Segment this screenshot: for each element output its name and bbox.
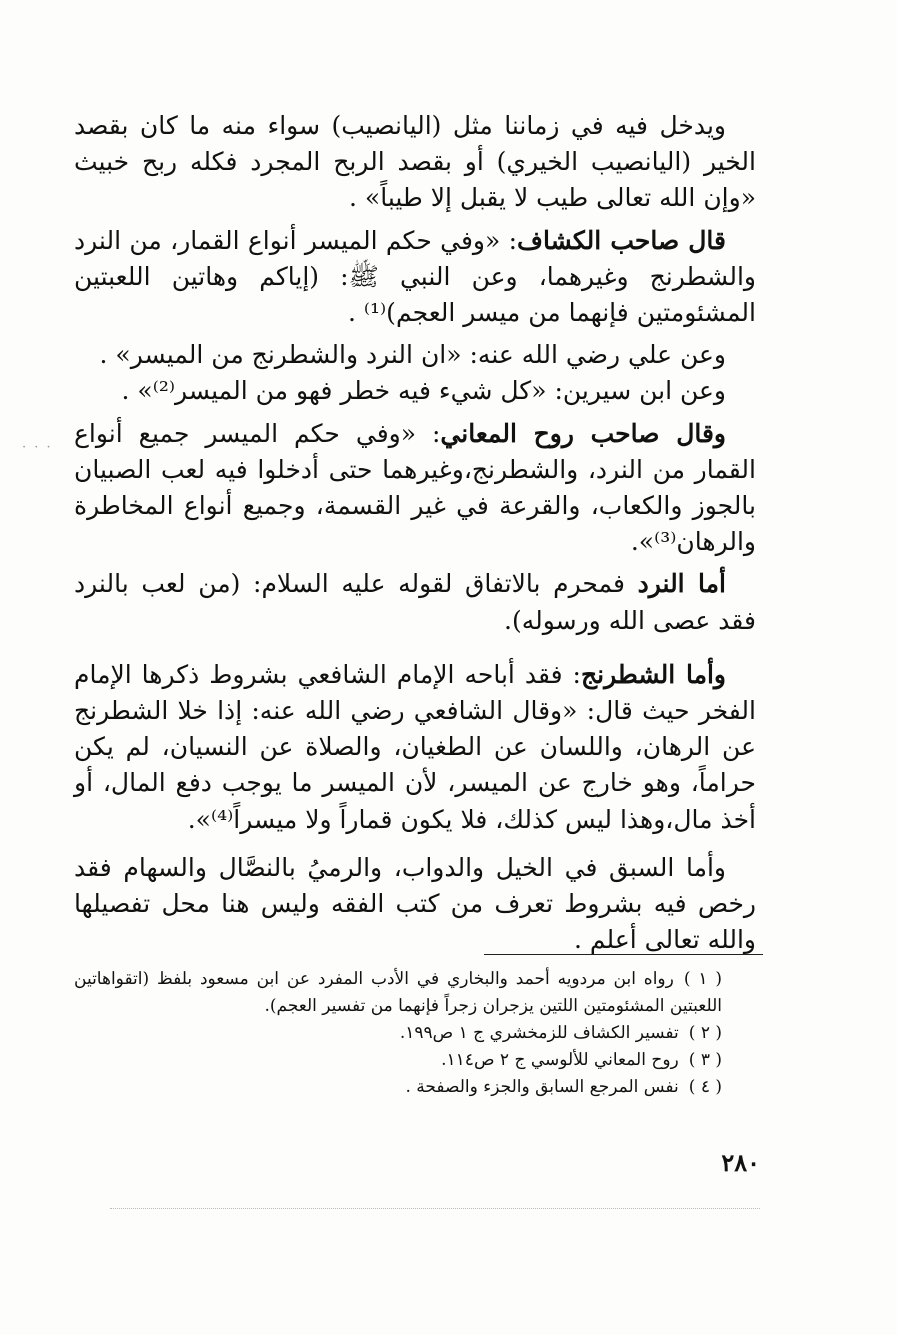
paragraph [74,337,756,373]
paragraph [74,416,756,561]
footnote [74,966,722,1020]
paragraph [74,850,756,959]
paragraph [74,223,756,332]
margin-specks: · · · [22,440,53,455]
footnote [74,1074,722,1101]
footnote [74,1020,722,1047]
paragraph [74,657,756,838]
footnote-number: ( ١ ) [683,969,722,989]
footnote [74,1047,722,1074]
paragraph-text: فمحرم بالاتفاق لقوله عليه السلام: (من لعب بالنرد فقد عصى الله ورسوله). [74,569,756,635]
page-number: ٢٨٠ [721,1148,760,1177]
paragraph [74,373,756,409]
paragraph-text: وأما السبق في الخيل والدواب، والرميُ بالنصَّال والسهام فقد رخص فيه بشروط تعرف من كتب الفقه وليس هنا محل تفصيلها والله تعالى أعلم . [74,852,756,955]
paragraph-text: : فقد أباحه الإمام الشافعي بشروط ذكرها الإمام الفخر حيث قال: «وقال الشافعي رضي الله عنه: إذا خلا الشطرنج عن الرهان، واللسان عن الطغيان، والصلاة عن النسيان، لم يكن حراماً، وهو خارج عن الميسر، لأن الميسر ما يوجب دفع المال، أو أخذ مال،وهذا ليس كذلك، فلا يكون قماراً ولا ميسراً⁽⁴⁾». [74,659,756,834]
paragraph-text: : «وفي حكم الميسر جميع أنواع القمار من النرد، والشطرنج،وغيرهما حتى أدخلوا فيه لعب الصبيان بالجوز والكعاب، والقرعة في غير القسمة، وجميع أنواع المخاطرة والرهان⁽³⁾». [74,418,756,557]
paragraph [74,566,756,638]
paragraph-heading: وقال صاحب روح المعاني [440,418,726,448]
footnote-number: ( ٢ ) [688,1023,722,1043]
paragraph-text: : «وفي حكم الميسر أنواع القمار، من النرد والشطرنج وغيرهما، وعن النبي ﷺ: (إياكم وهاتين اللعبتين المشئومتين فإنهما من ميسر العجم)⁽¹⁾ . [74,225,756,328]
main-text [74,108,756,958]
paragraph-text: وعن علي رضي الله عنه: «ان النرد والشطرنج من الميسر» . [99,340,726,370]
paragraph-text: ويدخل فيه في زماننا مثل (اليانصيب) سواء منه ما كان بقصد الخير (اليانصيب الخيري) أو بقصد الربح المجرد فكله ربح خبيث «وإن الله تعالى طيب لا يقبل إلا طيباً» . [74,111,756,213]
footnote-number: ( ٤ ) [688,1077,722,1097]
paragraph-heading: أما النرد [637,569,726,599]
scan-noise-line [110,1208,760,1209]
footnote-text: روح المعاني للألوسي ج ٢ ص١١٤. [441,1050,679,1070]
paragraph-text: وعن ابن سيرين: «كل شيء فيه خطر فهو من الميسر⁽²⁾» . [121,376,726,406]
footnotes [74,966,722,1101]
footnote-divider [484,954,763,955]
footnote-text: نفس المرجع السابق والجزء والصفحة . [405,1077,679,1097]
paragraph-heading: قال صاحب الكشاف [517,225,726,255]
footnote-text: رواه ابن مردويه أحمد والبخاري في الأدب المفرد عن ابن مسعود بلفظ (اتقواهاتين اللعبتين المشئومتين اللتين يزجران زجراً فإنهما من تفسير العجم). [74,969,722,1016]
footnote-number: ( ٣ ) [688,1050,722,1070]
footnote-text: تفسير الكشاف للزمخشري ج ١ ص١٩٩. [399,1023,679,1043]
paragraph-heading: وأما الشطرنج [580,659,726,689]
paragraph [74,108,756,217]
